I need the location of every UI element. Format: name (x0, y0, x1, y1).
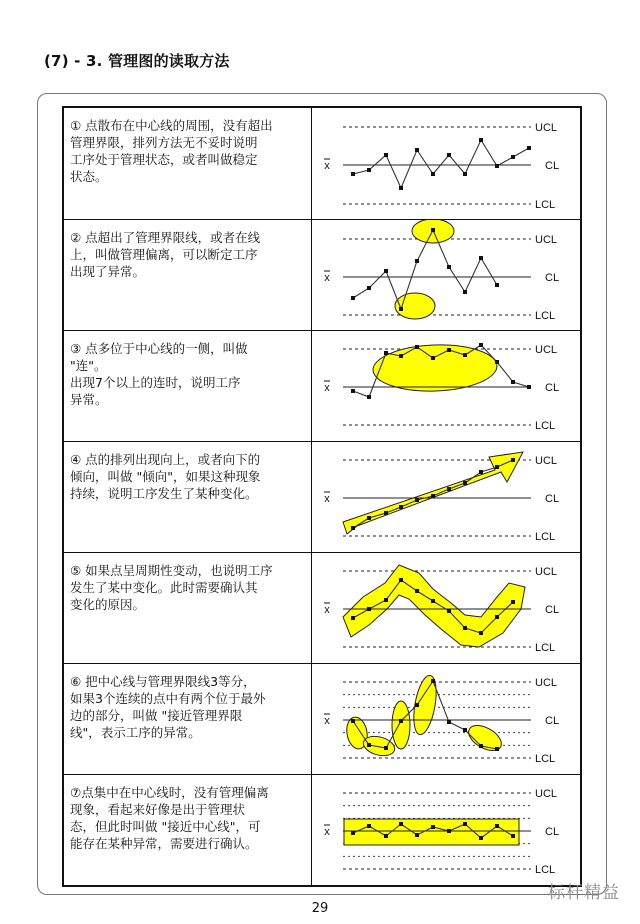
row-description: ② 点超出了管理界限线，或者在线 上，叫做管理偏离，可以断定工序 出现了异常。 (64, 220, 312, 330)
data-point (351, 831, 355, 835)
cl-label: CL (545, 272, 560, 284)
data-point (447, 609, 451, 613)
row-chart (313, 442, 580, 552)
control-chart (313, 331, 580, 442)
data-point (447, 265, 451, 269)
lcl-label: LCL (535, 199, 556, 211)
data-point (447, 348, 451, 352)
data-point (511, 155, 515, 159)
control-chart (313, 664, 580, 775)
ucl-label: UCL (535, 455, 558, 467)
data-point (431, 599, 435, 603)
data-point (511, 458, 515, 462)
data-point (511, 600, 515, 604)
xbar-label: x (324, 826, 330, 838)
data-point (463, 353, 467, 357)
data-point (351, 526, 355, 530)
data-point (399, 354, 403, 358)
data-point (367, 607, 371, 611)
data-point (527, 385, 531, 389)
data-point (495, 747, 499, 751)
highlight-region (343, 452, 523, 534)
highlight-region (344, 819, 519, 845)
data-point (495, 465, 499, 469)
data-point (479, 744, 483, 748)
highlight-region (410, 674, 440, 737)
data-point (399, 505, 403, 509)
table-row (64, 331, 580, 442)
page-title: (7) - 3. 管理图的读取方法 (44, 52, 230, 70)
data-point (463, 822, 467, 826)
row-description: ③ 点多位于中心线的一侧，叫做 "连"。 出现7个以上的连时，说明工序 异常。 (64, 331, 312, 441)
highlight-region (392, 701, 410, 749)
data-point (367, 516, 371, 520)
data-point (447, 720, 451, 724)
data-point (479, 256, 483, 260)
data-point (495, 824, 499, 828)
control-chart (313, 553, 580, 664)
data-point (447, 487, 451, 491)
highlight-region (464, 720, 505, 755)
row-chart (313, 664, 580, 774)
table-row (64, 220, 580, 331)
data-point (367, 743, 371, 747)
data-point (479, 138, 483, 142)
row-chart (313, 553, 580, 663)
xbar-label: x (324, 382, 330, 394)
cl-label: CL (545, 382, 560, 394)
data-point (431, 356, 435, 360)
ucl-label: UCL (535, 234, 558, 246)
data-point (463, 728, 467, 732)
data-line (353, 140, 529, 188)
data-point (415, 833, 419, 837)
row-description: ⑥ 把中心线与管理界限线3等分， 如果3个连续的点中有两个位于最外 边的部分，叫做 "接近管理界限 线"，表示工序的异常。 (64, 664, 312, 774)
data-point (384, 834, 388, 838)
watermark: 标杆精益 (548, 883, 620, 903)
row-chart (313, 775, 580, 885)
data-point (415, 498, 419, 502)
data-point (511, 380, 515, 384)
data-point (431, 679, 435, 683)
control-chart (313, 442, 580, 553)
data-point (479, 343, 483, 347)
lcl-label: LCL (535, 310, 556, 322)
data-point (431, 825, 435, 829)
data-point (527, 146, 531, 150)
data-point (415, 703, 419, 707)
cl-label: CL (545, 160, 560, 172)
data-point (351, 296, 355, 300)
xbar-label: x (324, 160, 330, 172)
data-point (384, 153, 388, 157)
data-point (463, 481, 467, 485)
data-point (479, 836, 483, 840)
row-description: ① 点散布在中心线的周围，没有超出 管理界限，排列方法无不妥时说明 工序处于管理状态，或者叫做稳定 状态。 (64, 108, 312, 219)
data-point (415, 345, 419, 349)
control-chart (313, 108, 580, 220)
cl-label: CL (545, 604, 560, 616)
data-point (447, 153, 451, 157)
data-point (415, 148, 419, 152)
table-row (64, 442, 580, 553)
ucl-label: UCL (535, 122, 558, 134)
row-description: ⑦点集中在中心线时，没有管理偏离 现象，看起来好像是出于管理状 态，但此时叫做 "接近中心线"，可 能存在某种异常，需要进行确认。 (64, 775, 312, 885)
data-point (415, 589, 419, 593)
data-point (431, 494, 435, 498)
data-point (384, 351, 388, 355)
ucl-label: UCL (535, 566, 558, 578)
data-point (415, 259, 419, 263)
data-point (384, 269, 388, 273)
data-point (495, 360, 499, 364)
data-point (384, 746, 388, 750)
row-description: ④ 点的排列出现向上，或者向下的 倾向，叫做 "倾向"，如果这种现象 持续，说明工序发生了某种变化。 (64, 442, 312, 552)
highlight-region (343, 565, 525, 647)
row-chart (313, 331, 580, 441)
data-point (351, 172, 355, 176)
data-point (399, 186, 403, 190)
xbar-label: x (324, 272, 330, 284)
data-point (399, 307, 403, 311)
ucl-label: UCL (535, 344, 558, 356)
data-point (399, 719, 403, 723)
data-point (384, 598, 388, 602)
data-point (384, 511, 388, 515)
data-point (351, 616, 355, 620)
data-point (479, 631, 483, 635)
control-chart-table (62, 106, 582, 887)
ucl-label: UCL (535, 677, 558, 689)
data-point (351, 719, 355, 723)
page-number: 29 (311, 901, 329, 916)
data-point (463, 626, 467, 630)
data-point (367, 286, 371, 290)
xbar-label: x (324, 604, 330, 616)
control-chart (313, 775, 580, 885)
data-point (399, 822, 403, 826)
data-point (447, 829, 451, 833)
row-chart (313, 108, 580, 219)
table-row (64, 553, 580, 664)
data-point (495, 615, 499, 619)
table-row (64, 775, 580, 885)
data-point (463, 290, 467, 294)
control-chart (313, 220, 580, 331)
xbar-label: x (324, 715, 330, 727)
cl-label: CL (545, 826, 560, 838)
cl-label: CL (545, 493, 560, 505)
row-chart (313, 220, 580, 330)
data-point (399, 578, 403, 582)
data-point (367, 168, 371, 172)
table-row (64, 664, 580, 775)
lcl-label: LCL (535, 864, 556, 876)
data-point (367, 395, 371, 399)
table-row (64, 108, 580, 220)
lcl-label: LCL (535, 531, 556, 543)
ucl-label: UCL (535, 788, 558, 800)
lcl-label: LCL (535, 753, 556, 765)
data-point (431, 172, 435, 176)
row-description: ⑤ 如果点呈周期性变动，也说明工序 发生了某中变化。此时需要确认其 变化的原因。 (64, 553, 312, 663)
lcl-label: LCL (535, 642, 556, 654)
highlight-region (372, 343, 498, 393)
xbar-label: x (324, 493, 330, 505)
data-point (351, 389, 355, 393)
lcl-label: LCL (535, 420, 556, 432)
data-point (495, 283, 499, 287)
data-point (367, 824, 371, 828)
data-point (431, 228, 435, 232)
data-point (463, 172, 467, 176)
data-point (495, 164, 499, 168)
cl-label: CL (545, 715, 560, 727)
data-point (479, 470, 483, 474)
highlight-region (395, 293, 435, 319)
data-point (511, 834, 515, 838)
